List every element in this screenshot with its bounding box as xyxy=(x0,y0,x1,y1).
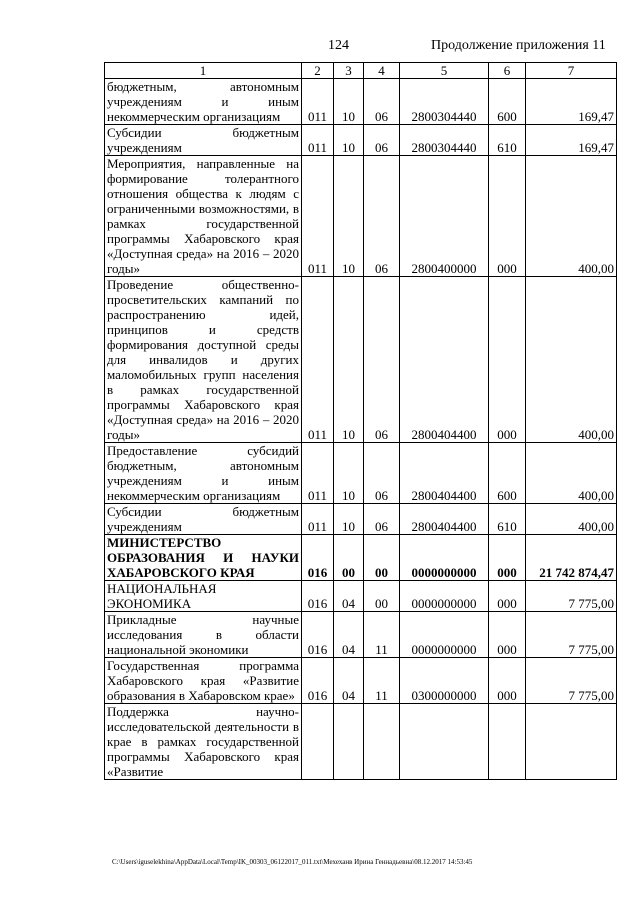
target-article-code: 2800304440 xyxy=(400,79,489,125)
table-row xyxy=(105,612,617,658)
amount: 400,00 xyxy=(526,277,617,443)
row-name: Мероприятия, направленные на формирование толерантного отношения общества к людям с ограниченными возможностями, в рамках государственной программы Хабаровского края «Доступная среда» на 2016 – 2020 годы» xyxy=(105,156,302,277)
subsection-code: 06 xyxy=(364,504,400,535)
table-row xyxy=(105,277,617,443)
expense-type-code: 000 xyxy=(489,658,526,704)
ministry-code: 016 xyxy=(302,535,334,581)
target-article-code xyxy=(400,704,489,780)
row-name: Государственная программа Хабаровского края «Развитие образования в Хабаровском крае» xyxy=(105,658,302,704)
target-article-code: 2800404400 xyxy=(400,277,489,443)
amount: 21 742 874,47 xyxy=(526,535,617,581)
expense-type-code: 000 xyxy=(489,535,526,581)
amount: 400,00 xyxy=(526,504,617,535)
ministry-code: 011 xyxy=(302,443,334,504)
footer-file-path: C:\Users\iguselekhina\AppData\Local\Temp\IK_00303_06122017_011.txt\Мехеханв Ирина Геннадьевна\08.12.2017 14:53:45 xyxy=(112,858,473,866)
section-code: 04 xyxy=(334,658,364,704)
row-name: Проведение общественно-просветительских кампаний по распространению идей, принципов и средств формирования доступной среды для инвалидов и других маломобильных групп населения в рамках государственной программы Хабаровского края «Доступная среда» на 2016 – 2020 годы» xyxy=(105,277,302,443)
amount: 400,00 xyxy=(526,443,617,504)
row-name: НАЦИОНАЛЬНАЯ ЭКОНОМИКА xyxy=(105,581,302,612)
table-row xyxy=(105,658,617,704)
amount: 169,47 xyxy=(526,125,617,156)
subsection-code: 11 xyxy=(364,612,400,658)
table-row xyxy=(105,504,617,535)
expense-type-code xyxy=(489,704,526,780)
ministry-code: 011 xyxy=(302,504,334,535)
table-row xyxy=(105,443,617,504)
subsection-code: 06 xyxy=(364,443,400,504)
row-name: Субсидии бюджетным учреждениям xyxy=(105,504,302,535)
section-code: 10 xyxy=(334,504,364,535)
subsection-code: 06 xyxy=(364,125,400,156)
target-article-code: 0000000000 xyxy=(400,612,489,658)
expense-type-code: 600 xyxy=(489,79,526,125)
ministry-code: 011 xyxy=(302,125,334,156)
row-name: бюджетным, автономным учреждениям и иным некоммерческим организациям xyxy=(105,79,302,125)
target-article-code: 2800404400 xyxy=(400,443,489,504)
appendix-continuation-note: Продолжение приложения 11 xyxy=(431,38,606,53)
expense-type-code: 000 xyxy=(489,612,526,658)
expense-type-code: 000 xyxy=(489,277,526,443)
page-number: 124 xyxy=(328,38,349,53)
subsection-code: 06 xyxy=(364,277,400,443)
expense-type-code: 000 xyxy=(489,581,526,612)
row-name: Поддержка научно-исследовательской деятельности в крае в рамках государственной программы Хабаровского края «Развитие xyxy=(105,704,302,780)
column-header: 7 xyxy=(526,63,617,79)
section-code: 10 xyxy=(334,125,364,156)
expense-type-code: 610 xyxy=(489,125,526,156)
target-article-code: 2800404400 xyxy=(400,504,489,535)
amount xyxy=(526,704,617,780)
table-header-row xyxy=(105,63,617,79)
section-code: 10 xyxy=(334,79,364,125)
ministry-code: 011 xyxy=(302,156,334,277)
table-row xyxy=(105,704,617,780)
amount: 7 775,00 xyxy=(526,658,617,704)
expense-type-code: 610 xyxy=(489,504,526,535)
column-header: 5 xyxy=(400,63,489,79)
row-name: Субсидии бюджетным учреждениям xyxy=(105,125,302,156)
subsection-code: 11 xyxy=(364,658,400,704)
target-article-code: 0000000000 xyxy=(400,535,489,581)
column-header: 2 xyxy=(302,63,334,79)
column-header: 3 xyxy=(334,63,364,79)
expense-type-code: 000 xyxy=(489,156,526,277)
column-header: 6 xyxy=(489,63,526,79)
table-row-ministry xyxy=(105,535,617,581)
table-row xyxy=(105,125,617,156)
subsection-code xyxy=(364,704,400,780)
table-row xyxy=(105,156,617,277)
row-name: МИНИСТЕРСТВО ОБРАЗОВАНИЯ И НАУКИ ХАБАРОВСКОГО КРАЯ xyxy=(105,535,302,581)
subsection-code: 00 xyxy=(364,535,400,581)
target-article-code: 0000000000 xyxy=(400,581,489,612)
section-code: 00 xyxy=(334,535,364,581)
target-article-code: 2800400000 xyxy=(400,156,489,277)
ministry-code: 016 xyxy=(302,581,334,612)
expense-type-code: 600 xyxy=(489,443,526,504)
table-row xyxy=(105,581,617,612)
row-name: Предоставление субсидий бюджетным, автономным учреждениям и иным некоммерческим организациям xyxy=(105,443,302,504)
row-name: Прикладные научные исследования в области национальной экономики xyxy=(105,612,302,658)
ministry-code: 011 xyxy=(302,277,334,443)
section-code: 04 xyxy=(334,581,364,612)
ministry-code: 016 xyxy=(302,612,334,658)
section-code: 10 xyxy=(334,443,364,504)
table-row xyxy=(105,79,617,125)
column-header: 4 xyxy=(364,63,400,79)
ministry-code: 011 xyxy=(302,79,334,125)
ministry-code xyxy=(302,704,334,780)
subsection-code: 06 xyxy=(364,79,400,125)
section-code xyxy=(334,704,364,780)
amount: 169,47 xyxy=(526,79,617,125)
amount: 7 775,00 xyxy=(526,612,617,658)
section-code: 04 xyxy=(334,612,364,658)
amount: 7 775,00 xyxy=(526,581,617,612)
section-code: 10 xyxy=(334,277,364,443)
subsection-code: 06 xyxy=(364,156,400,277)
target-article-code: 2800304440 xyxy=(400,125,489,156)
target-article-code: 0300000000 xyxy=(400,658,489,704)
ministry-code: 016 xyxy=(302,658,334,704)
amount: 400,00 xyxy=(526,156,617,277)
section-code: 10 xyxy=(334,156,364,277)
subsection-code: 00 xyxy=(364,581,400,612)
column-header: 1 xyxy=(105,63,302,79)
budget-table xyxy=(104,62,617,780)
